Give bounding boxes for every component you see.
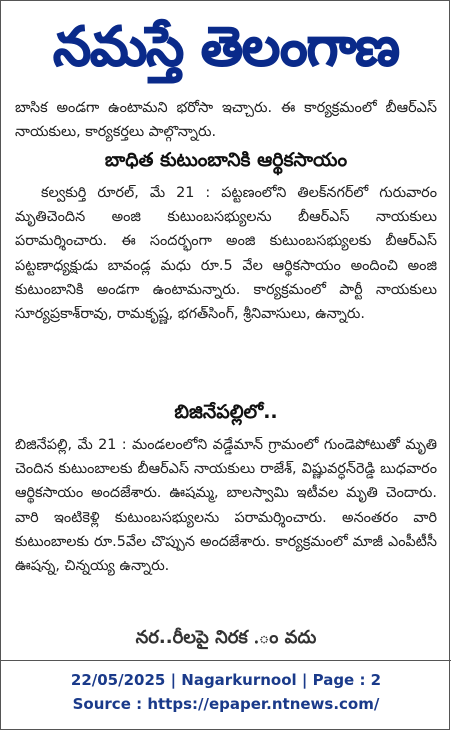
article-financial-aid <box>15 181 437 326</box>
footer-date-line: 22/05/2025 | Nagarkurnool | Page : 2 <box>70 671 382 689</box>
footer-source-line: Source : https://epaper.ntnews.com/ <box>72 695 380 713</box>
article-bijinepally <box>15 433 437 578</box>
masthead-title: నమస్తే తెలంగాణ <box>53 14 399 78</box>
headline-financial-aid: బాధిత కుటుంబానికి ఆర్థికసాయం <box>104 149 348 171</box>
masthead <box>9 7 443 85</box>
lead-paragraph: బాసిక అండగా ఉంటామని భరోసా ఇచ్చారు. ఈ కార్యక్రమంలో బీఆర్ఎస్ నాయకులు, కార్యకర్తలు పాల్గొన్నారు. <box>15 100 437 141</box>
headline-bijinepally: బిజినేపల్లిలో.. <box>174 401 278 423</box>
footer-divider <box>1 660 451 661</box>
article-body: బిజినేపల్లి, మే 21 : మండలంలోని వడ్డేమాన్ గ్రామంలో గుండెపోటుతో మృతి చెందిన కుటుంబాలకు బీఆర్ఎస్ నాయకులు రాజేశ్, విష్ణువర్ధన్‌రెడ్డి బుధవారం ఆర్థికసాయం అందజేశారు. ఊషమ్మ, బాలస్వామి ఇటీవల మృతి చెందారు. వారి ఇంటికెళ్లి కుటుంబసభ్యులను పరామర్శించారు. అనంతరం వారి కుటుంబాలకు రూ.5వేల చొప్పున అందజేశారు. కార్యక్రమంలో మాజీ ఎంపీటీసీ ఊషన్న, చిన్నయ్య ఉన్నారు. <box>15 437 437 575</box>
article-lead-continuation <box>15 96 437 144</box>
headline-partial: నర..రీలపై నిరక .ం వదు <box>135 627 317 648</box>
article-body: కల్వకుర్తి రూరల్, మే 21 : పట్టణంలోని తిలక్‌నగర్‌లో గురువారం మృతిచెందిన అంజి కుటుంబసభ్యులను బీఆర్ఎస్ నాయకులు పరామర్శించారు. ఈ సందర్భంగా అంజి కుటుంబసభ్యులకు బీఆర్ఎస్ పట్టణాధ్యక్షుడు బావండ్ల మధు రూ.5 వేల ఆర్థికసాయం అందించి అంజి కుటుంబానికి అండగా ఉంటామన్నారు. కార్యక్రమంలో పార్టీ నాయకులు సూర్యప్రకాశ్‌రావు, రామకృష్ణ, భగత్‌సింగ్, శ్రీనివాసులు, ఉన్నారు. <box>15 185 437 323</box>
